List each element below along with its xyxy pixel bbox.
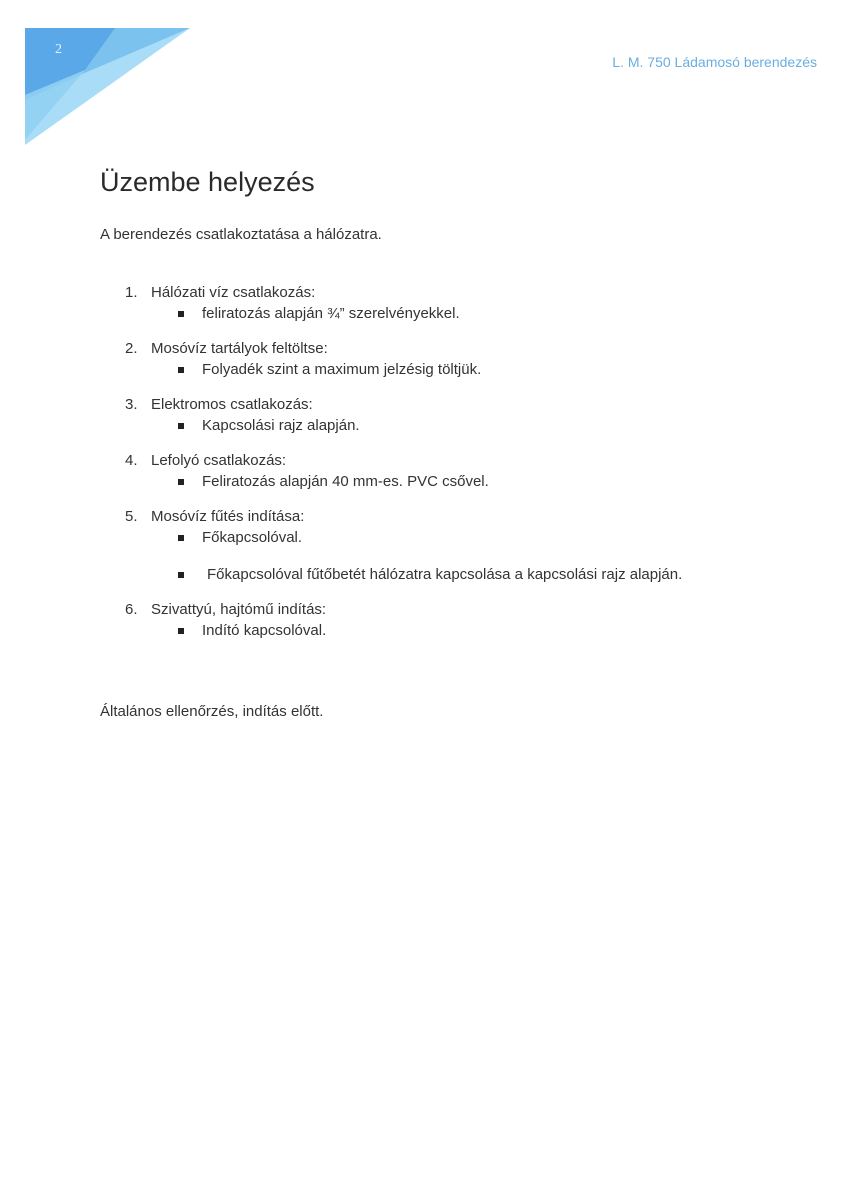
- bullet-icon: [178, 628, 184, 634]
- page-number: 2: [55, 42, 62, 57]
- bullet-icon: [178, 367, 184, 373]
- sub-item: feliratozás alapján ¾” szerelvényekkel.: [202, 305, 460, 322]
- sub-item: Feliratozás alapján 40 mm-es. PVC csővel.: [202, 473, 489, 490]
- step-label: Elektromos csatlakozás:: [151, 396, 313, 413]
- bullet-icon: [178, 423, 184, 429]
- sub-item: Főkapcsolóval fűtőbetét hálózatra kapcsolása a kapcsolási rajz alapján.: [207, 566, 683, 583]
- list-item: [125, 599, 825, 641]
- bullet-icon: [178, 535, 184, 541]
- list-item: [125, 338, 825, 380]
- step-number: 6.: [125, 601, 138, 618]
- list-item: [125, 506, 825, 585]
- sub-item: Indító kapcsolóval.: [202, 622, 327, 639]
- step-number: 3.: [125, 396, 138, 413]
- page-title: Üzembe helyezés: [100, 167, 315, 197]
- sub-item: Főkapcsolóval.: [202, 529, 303, 546]
- intro-text: A berendezés csatlakoztatása a hálózatra.: [100, 226, 382, 243]
- step-number: 2.: [125, 340, 138, 357]
- outro-text: Általános ellenőrzés, indítás előtt.: [100, 703, 324, 720]
- step-label: Mosóvíz fűtés indítása:: [151, 508, 305, 525]
- step-number: 4.: [125, 452, 138, 469]
- list-item: [125, 394, 825, 436]
- step-number: 5.: [125, 508, 138, 525]
- steps-list: [125, 282, 825, 655]
- step-label: Hálózati víz csatlakozás:: [151, 284, 316, 301]
- bullet-icon: [178, 311, 184, 317]
- list-item: [125, 282, 825, 324]
- sub-item: Folyadék szint a maximum jelzésig töltjük.: [202, 361, 482, 378]
- bullet-icon: [178, 479, 184, 485]
- sub-item: Kapcsolási rajz alapján.: [202, 417, 360, 434]
- step-label: Lefolyó csatlakozás:: [151, 452, 287, 469]
- step-number: 1.: [125, 284, 138, 301]
- corner-decoration: [0, 0, 200, 150]
- document-title: L. M. 750 Ládamosó berendezés: [612, 54, 817, 70]
- step-label: Szivattyú, hajtómű indítás:: [151, 601, 327, 618]
- step-label: Mosóvíz tartályok feltöltse:: [151, 340, 328, 357]
- list-item: [125, 450, 825, 492]
- bullet-icon: [178, 572, 184, 578]
